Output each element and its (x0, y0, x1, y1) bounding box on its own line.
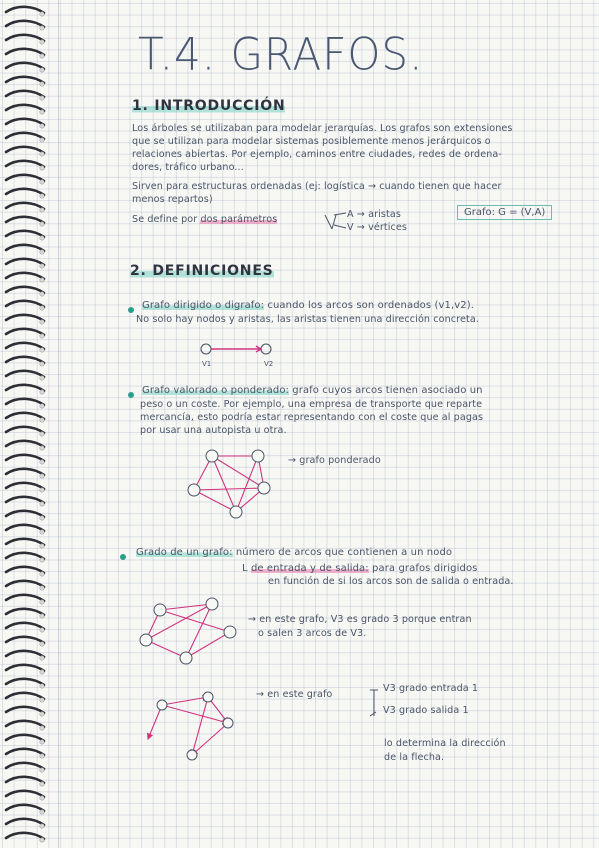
spiral-ring (6, 259, 44, 265)
spiral-ring (6, 91, 44, 97)
brace-icon (368, 688, 382, 718)
spiral-ring (6, 819, 44, 825)
spiral-hole (40, 376, 44, 380)
spiral-hole (40, 838, 44, 842)
spiral-ring (6, 49, 44, 55)
spiral-hole (40, 474, 44, 478)
spiral-hole (40, 166, 44, 170)
spiral-hole (40, 782, 44, 786)
spiral-hole (40, 824, 44, 828)
spiral-ring (6, 721, 44, 727)
spiral-ring (6, 189, 44, 195)
spiral-ring (6, 217, 44, 223)
spiral-hole (40, 586, 44, 590)
spiral-ring (6, 651, 44, 657)
spiral-ring (6, 371, 44, 377)
spiral-ring (6, 133, 44, 139)
degree-graph-example-2 (138, 685, 242, 765)
spiral-ring (6, 749, 44, 755)
spiral-hole (40, 390, 44, 394)
spiral-ring (6, 693, 44, 699)
spiral-ring (6, 581, 44, 587)
example-2-line-1: V3 grado entrada 1 (383, 683, 479, 694)
example-1-line-1: → en este grafo, V3 es grado 3 porque entran (248, 614, 472, 625)
definition-aristas: A → aristas (347, 209, 401, 220)
spiral-ring (6, 7, 44, 13)
spiral-hole (40, 670, 44, 674)
spiral-ring (6, 553, 44, 559)
ponderado-line-2: peso o un coste. Por ejemplo, una empresa de transporte que reparte (140, 399, 483, 410)
spiral-hole (40, 124, 44, 128)
spiral-ring (6, 833, 44, 839)
spiral-hole (40, 572, 44, 576)
spiral-hole (40, 222, 44, 226)
spiral-ring (6, 399, 44, 405)
spiral-ring (6, 483, 44, 489)
spiral-hole (40, 446, 44, 450)
page-title: T.4. GRAFOS. (138, 28, 424, 81)
spiral-ring (6, 469, 44, 475)
spiral-ring (6, 525, 44, 531)
spiral-hole (40, 460, 44, 464)
intro-line-1: Los árboles se utilizaban para modelar jerarquías. Los grafos son extensiones (132, 123, 513, 134)
spiral-ring (6, 777, 44, 783)
spiral-ring (6, 105, 44, 111)
spiral-ring (6, 455, 44, 461)
spiral-ring (6, 357, 44, 363)
spiral-hole (40, 362, 44, 366)
spiral-hole (40, 194, 44, 198)
spiral-hole (40, 726, 44, 730)
spiral-binding (0, 0, 48, 848)
spiral-hole (40, 306, 44, 310)
spiral-ring (6, 413, 44, 419)
spiral-hole (40, 54, 44, 58)
spiral-ring (6, 203, 44, 209)
spiral-hole (40, 82, 44, 86)
ponderado-line-1: Grafo valorado o ponderado: grafo cuyos arcos tienen asociado un (142, 385, 483, 396)
spiral-ring (6, 637, 44, 643)
spiral-ring (6, 427, 44, 433)
spiral-hole (40, 488, 44, 492)
spiral-hole (40, 684, 44, 688)
spiral-hole (40, 334, 44, 338)
intro-line-5: Sirven para estructuras ordenadas (ej: logística → cuando tienen que hacer (132, 181, 502, 192)
spiral-hole (40, 516, 44, 520)
spiral-ring (6, 623, 44, 629)
spiral-hole (40, 698, 44, 702)
spiral-hole (40, 264, 44, 268)
spiral-ring (6, 539, 44, 545)
spiral-hole (40, 544, 44, 548)
graph-formula-box: Grafo: G = (V,A) (457, 205, 552, 220)
spiral-hole (40, 600, 44, 604)
spiral-hole (40, 404, 44, 408)
spiral-hole (40, 236, 44, 240)
brace-arrow-icon (322, 209, 348, 233)
spiral-ring (6, 805, 44, 811)
spiral-ring (6, 231, 44, 237)
ponderado-note: → grafo ponderado (288, 455, 381, 466)
intro-line-6: menos repartos) (132, 194, 213, 205)
spiral-hole (40, 110, 44, 114)
section-heading-introduccion: 1. INTRODUCCIÓN (132, 98, 286, 114)
spiral-ring (6, 735, 44, 741)
spiral-ring (6, 385, 44, 391)
spiral-ring (6, 609, 44, 615)
spiral-hole (40, 558, 44, 562)
spiral-hole (40, 138, 44, 142)
spiral-hole (40, 796, 44, 800)
spiral-hole (40, 96, 44, 100)
spiral-hole (40, 530, 44, 534)
grado-line-1: Grado de un grafo: número de arcos que contienen a un nodo (136, 547, 453, 558)
spiral-ring (6, 791, 44, 797)
spiral-hole (40, 642, 44, 646)
spiral-hole (40, 432, 44, 436)
digrafo-line-2: No solo hay nodos y aristas, las aristas tienen una dirección concreta. (136, 314, 479, 325)
spiral-ring (6, 343, 44, 349)
ponderado-line-4: por usar una autopista u otra. (140, 425, 287, 436)
spiral-ring (6, 707, 44, 713)
spiral-ring (6, 147, 44, 153)
spiral-hole (40, 26, 44, 30)
digrafo-line-1: Grafo dirigido o digrafo: cuando los arcos son ordenados (v1,v2). (142, 300, 474, 311)
spiral-ring (6, 35, 44, 41)
degree-graph-example-1 (138, 590, 242, 666)
spiral-hole (40, 40, 44, 44)
example-2-note-1: lo determina la dirección (384, 738, 506, 749)
spiral-ring (6, 301, 44, 307)
definition-line: Se define por dos parámetros (132, 214, 278, 225)
intro-line-4: dores, tráfico urbano... (132, 162, 244, 173)
spiral-ring (6, 63, 44, 69)
spiral-hole (40, 68, 44, 72)
spiral-hole (40, 152, 44, 156)
bullet-ponderado (128, 392, 134, 398)
definition-vertices: V → vértices (347, 222, 408, 233)
spiral-ring (6, 287, 44, 293)
spiral-hole (40, 656, 44, 660)
spiral-ring (6, 21, 44, 27)
spiral-ring (6, 161, 44, 167)
grado-line-2: L de entrada y de salida: para grafos dirigidos (242, 563, 478, 574)
spiral-ring (6, 315, 44, 321)
spiral-hole (40, 712, 44, 716)
spiral-hole (40, 768, 44, 772)
spiral-hole (40, 502, 44, 506)
spiral-ring (6, 77, 44, 83)
spiral-ring (6, 763, 44, 769)
intro-line-3: relaciones abiertas. Por ejemplo, caminos entre ciudades, redes de ordena- (132, 149, 502, 160)
spiral-ring (6, 441, 44, 447)
digraph-example (192, 338, 282, 372)
weighted-graph-example (180, 442, 280, 522)
spiral-hole (40, 292, 44, 296)
bullet-grado (120, 554, 126, 560)
intro-line-2: que se utilizan para modelar sistemas posiblemente menos jerárquicos o (132, 136, 491, 147)
example-2-note-2: de la flecha. (384, 752, 445, 763)
spiral-ring (6, 175, 44, 181)
spiral-ring (6, 679, 44, 685)
spiral-ring (6, 567, 44, 573)
section-heading-definiciones: 2. DEFINICIONES (130, 263, 274, 279)
spiral-hole (40, 740, 44, 744)
margin-line (58, 0, 59, 848)
spiral-hole (40, 614, 44, 618)
spiral-ring (6, 119, 44, 125)
spiral-hole (40, 320, 44, 324)
spiral-hole (40, 180, 44, 184)
spiral-ring (6, 245, 44, 251)
grado-line-3: en función de si los arcos son de salida o entrada. (268, 576, 514, 587)
vertex-label-v2: V2 (264, 360, 274, 368)
spiral-ring (6, 665, 44, 671)
spiral-hole (40, 418, 44, 422)
spiral-hole (40, 250, 44, 254)
spiral-ring (6, 511, 44, 517)
bullet-digrafo (128, 307, 134, 313)
vertex-label-v1: V1 (202, 360, 212, 368)
spiral-ring (6, 273, 44, 279)
spiral-hole (40, 278, 44, 282)
spiral-hole (40, 12, 44, 16)
spiral-hole (40, 810, 44, 814)
spiral-hole (40, 754, 44, 758)
example-1-line-2: o salen 3 arcos de V3. (258, 628, 367, 639)
example-2-line-2: V3 grado salida 1 (383, 705, 469, 716)
spiral-hole (40, 348, 44, 352)
spiral-ring (6, 595, 44, 601)
spiral-ring (6, 497, 44, 503)
spiral-hole (40, 208, 44, 212)
spiral-ring (6, 329, 44, 335)
example-2-prefix: → en este grafo (256, 689, 333, 700)
spiral-hole (40, 628, 44, 632)
ponderado-line-3: mercancía, esto podría estar representando con el coste que al pagas (140, 412, 484, 423)
